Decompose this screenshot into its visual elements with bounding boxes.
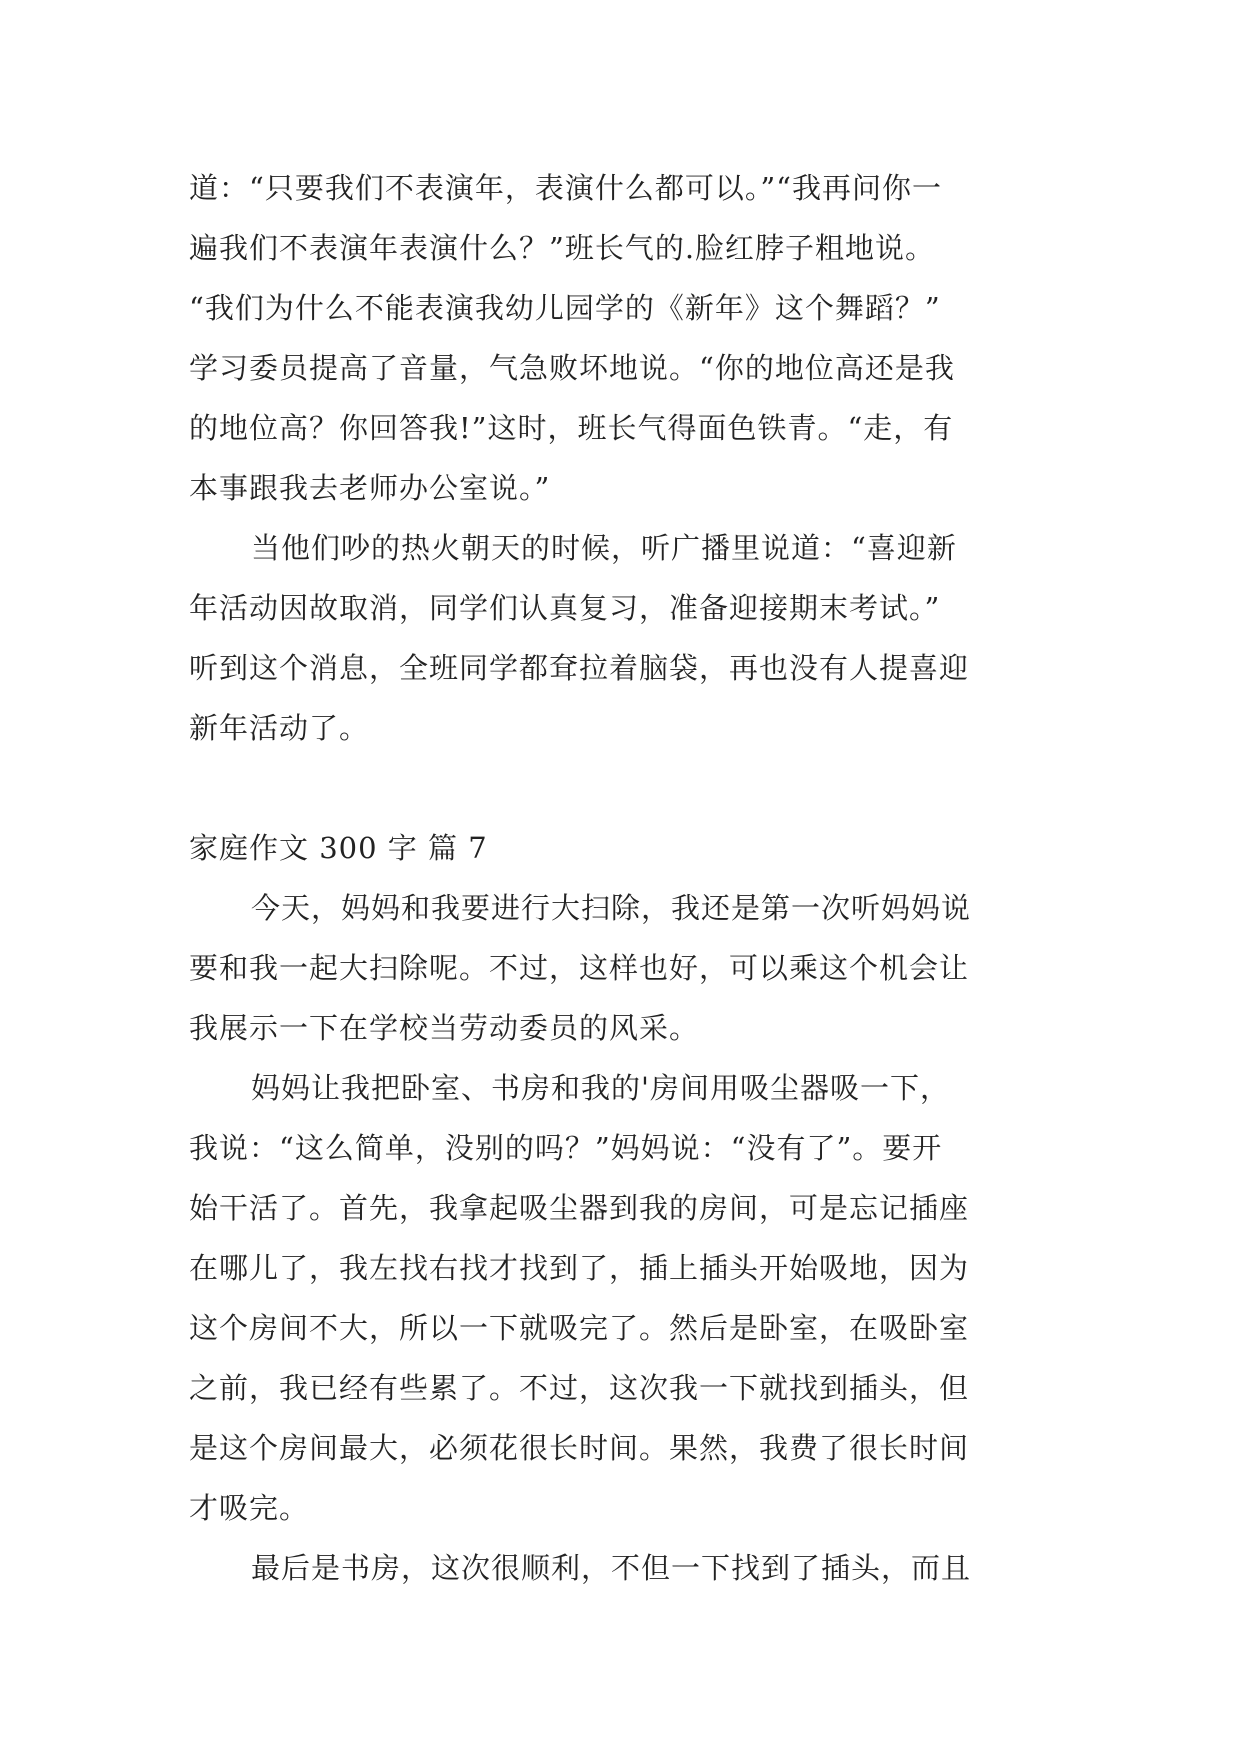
- text-line: 我展示一下在学校当劳动委员的风采。: [189, 1011, 700, 1045]
- text-line: 学习委员提高了音量，气急败坏地说。“你的地位高还是我: [189, 351, 955, 385]
- text-line: 是这个房间最大，必须花很长时间。果然，我费了很长时间: [189, 1431, 970, 1465]
- text-line: “我们为什么不能表演我幼儿园学的《新年》这个舞蹈？”: [189, 291, 941, 325]
- text-line: 之前，我已经有些累了。不过，这次我一下就找到插头，但: [189, 1371, 970, 1405]
- text-line: 要和我一起大扫除呢。不过，这样也好，可以乘这个机会让: [189, 951, 970, 985]
- text-line: 道：“只要我们不表演年，表演什么都可以。”“我再问你一: [189, 171, 942, 205]
- paragraph-start-line: 当他们吵的热火朝天的时候，听广播里说道：“喜迎新: [251, 531, 957, 565]
- text-line: 在哪儿了，我左找右找才找到了，插上插头开始吸地，因为: [189, 1251, 970, 1285]
- text-line: 才吸完。: [189, 1491, 310, 1525]
- text-line: 新年活动了。: [189, 711, 370, 745]
- text-line: 年活动因故取消，同学们认真复习，准备迎接期末考试。”: [189, 591, 941, 625]
- section-heading: 家庭作文 300 字 篇 7: [189, 831, 488, 865]
- text-line: 始干活了。首先，我拿起吸尘器到我的房间，可是忘记插座: [189, 1191, 970, 1225]
- paragraph-start-line: 妈妈让我把卧室、书房和我的'房间用吸尘器吸一下，: [251, 1071, 950, 1105]
- document-page: [189, 158, 1059, 1598]
- text-line: 遍我们不表演年表演什么？”班长气的.脸红脖子粗地说。: [189, 231, 936, 265]
- text-line: 的地位高？你回答我!”这时，班长气得面色铁青。“走，有: [189, 411, 954, 445]
- text-line: 我说：“这么简单，没别的吗？”妈妈说：“没有了”。要开: [189, 1131, 943, 1165]
- text-line: 这个房间不大，所以一下就吸完了。然后是卧室，在吸卧室: [189, 1311, 970, 1345]
- paragraph-start-line: 最后是书房，这次很顺利，不但一下找到了插头，而且: [251, 1551, 972, 1585]
- text-line: 听到这个消息，全班同学都耷拉着脑袋，再也没有人提喜迎: [189, 651, 970, 685]
- paragraph-start-line: 今天，妈妈和我要进行大扫除，我还是第一次听妈妈说: [251, 891, 972, 925]
- text-line: 本事跟我去老师办公室说。”: [189, 471, 551, 505]
